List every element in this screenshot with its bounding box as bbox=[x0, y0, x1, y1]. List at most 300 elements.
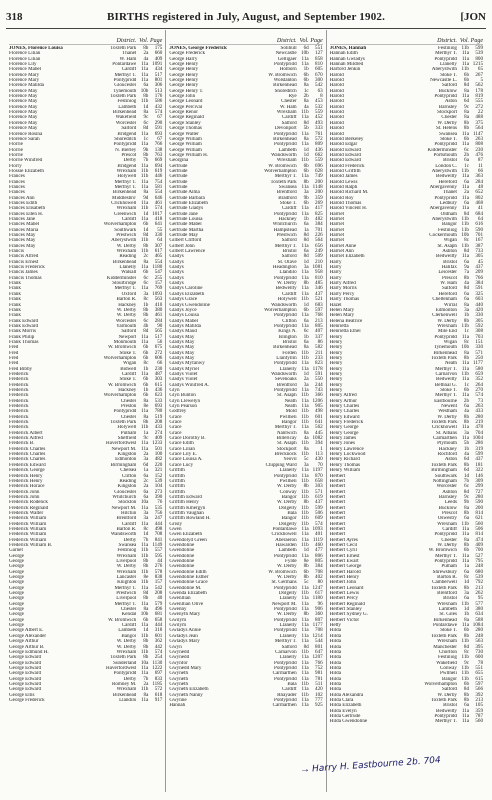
entry-page: 509 bbox=[315, 253, 323, 260]
entry-name: Glyn bbox=[169, 388, 180, 393]
entry-district: Pontypridd bbox=[113, 142, 137, 148]
entry-page: 590 bbox=[475, 226, 483, 233]
entry-district: Pontypridd bbox=[274, 617, 297, 623]
entry-name: Henry James bbox=[329, 436, 357, 442]
entry-volume: 9b bbox=[463, 499, 469, 506]
entry-name: George Edward bbox=[9, 676, 42, 682]
entry-district: Ledbury bbox=[439, 200, 457, 206]
entry-page: 560 bbox=[475, 520, 483, 527]
entry-volume: 11b bbox=[140, 552, 149, 559]
entry-district: Bidwell bbox=[120, 366, 137, 372]
entry-district: Wrexham bbox=[276, 110, 297, 116]
entry-district: W. Derby bbox=[437, 692, 457, 698]
entry-name: Hannah Gwladys bbox=[329, 56, 365, 62]
entry-volume: 11a bbox=[141, 264, 149, 271]
entry-name: George bbox=[9, 596, 24, 602]
entry-district: Llandilo bbox=[279, 270, 297, 276]
entry-district: Merthyr T. bbox=[114, 585, 137, 591]
entry-name: Harold James bbox=[329, 174, 358, 180]
entry-name: Florrie Winifred bbox=[9, 158, 43, 164]
entry-page: 539 bbox=[475, 50, 483, 57]
entry-page: 474 bbox=[475, 536, 483, 543]
entry-name: Hilda bbox=[329, 671, 341, 677]
entry-page: 800 bbox=[475, 55, 483, 62]
entry-district: W. Derby bbox=[277, 281, 297, 287]
entry-district: Bangor bbox=[121, 633, 137, 639]
entry-page: 309 bbox=[475, 477, 483, 484]
entry-volume: 11a bbox=[141, 696, 149, 703]
entry-district: Camberwell bbox=[432, 580, 457, 586]
entry-page: 440 bbox=[475, 301, 483, 308]
entry-page: 437 bbox=[475, 264, 483, 271]
entry-district: Barnsley bbox=[438, 104, 457, 110]
entry-name: George Stanley bbox=[169, 120, 201, 126]
entry-page: 572 bbox=[315, 135, 323, 142]
entry-name: Harry Morris bbox=[329, 286, 357, 292]
entry-page: 305 bbox=[475, 317, 483, 324]
entry-volume: 11a bbox=[301, 205, 309, 212]
entry-name: Florence May bbox=[9, 110, 38, 116]
entry-page: 276 bbox=[154, 563, 163, 570]
entry-page: 906 bbox=[315, 606, 323, 613]
entry-page: 230 bbox=[475, 146, 483, 153]
entry-page: 580 bbox=[475, 365, 483, 372]
entry-name: Florence May bbox=[9, 126, 38, 132]
entry-name: Harriet bbox=[329, 238, 345, 244]
entry-volume: 11a bbox=[301, 269, 309, 276]
entry-volume: 11a bbox=[301, 696, 309, 703]
entry-name: Grace bbox=[169, 414, 182, 420]
entry-page: 213 bbox=[475, 584, 483, 591]
entry-volume: 11a bbox=[461, 183, 469, 190]
entry-district: Wigan bbox=[443, 238, 457, 244]
entry-page: 810 bbox=[315, 274, 323, 281]
entry-district: Bethnal G. bbox=[434, 382, 457, 388]
entry-district: Wandsworth bbox=[271, 371, 297, 377]
entry-district: W. Derby bbox=[437, 542, 457, 548]
entry-name: Harold bbox=[329, 115, 344, 121]
entry-district: Thanet bbox=[442, 190, 457, 196]
entry-district: Carnarvon bbox=[275, 649, 297, 655]
entry-name: Gertrude bbox=[169, 168, 188, 174]
entry-name: George bbox=[9, 553, 24, 559]
entry-page: 641 bbox=[154, 221, 163, 228]
entry-page: 823 bbox=[315, 360, 323, 367]
entry-district: Salford bbox=[281, 120, 297, 126]
entry-page: 559 bbox=[315, 109, 323, 116]
entry-volume: 11a bbox=[141, 370, 149, 377]
entry-volume: 8b bbox=[463, 125, 469, 132]
entry-name: Frederick bbox=[9, 404, 29, 410]
entry-page: 658 bbox=[154, 616, 163, 623]
entry-page: 1222 bbox=[152, 664, 163, 671]
entry-district: Pulham bbox=[441, 564, 457, 570]
entry-volume: 11a bbox=[301, 472, 309, 479]
entry-district: Bedwellty bbox=[275, 286, 297, 292]
page-heading: Page bbox=[150, 38, 163, 44]
entry-volume: 6d bbox=[143, 461, 149, 468]
entry-page: 452 bbox=[315, 114, 323, 121]
entry-volume: 11a bbox=[461, 531, 469, 538]
entry-district: Barton R. bbox=[116, 526, 137, 532]
entry-page: 67 bbox=[157, 114, 163, 121]
entry-district: Reading bbox=[119, 478, 137, 484]
entry-district: Knighton bbox=[117, 580, 137, 586]
entry-name: Frank bbox=[9, 281, 21, 287]
entry-district: W. Bromwich bbox=[107, 382, 137, 388]
entry-page: 809 bbox=[315, 141, 323, 148]
entry-name: Georgina bbox=[169, 158, 189, 164]
entry-page: 233 bbox=[315, 354, 323, 361]
entry-volume: 6a bbox=[464, 568, 469, 575]
entry-volume: 11b bbox=[140, 98, 149, 105]
entry-page: 641 bbox=[315, 419, 323, 426]
entry-volume: 8b bbox=[143, 151, 149, 158]
entry-district: Salford bbox=[441, 83, 457, 89]
entry-district: Swansea bbox=[439, 131, 457, 137]
entry-district: Aberaeron bbox=[275, 537, 297, 543]
entry-name: Henry bbox=[329, 371, 343, 377]
entry-district: Lambeth bbox=[278, 548, 297, 554]
entry-name: Gwendoline Edith bbox=[169, 569, 207, 575]
entry-name: Herbert bbox=[329, 526, 346, 532]
entry-volume: 11b bbox=[461, 370, 469, 377]
entry-name: Gilbert Clifford bbox=[169, 238, 202, 244]
entry-volume: 9b bbox=[303, 194, 309, 201]
entry-district: Llanelly bbox=[279, 623, 297, 629]
entry-district: Haverfordwest bbox=[106, 665, 137, 671]
entry-name: Griffith bbox=[169, 473, 185, 479]
entry-page: 601 bbox=[154, 632, 163, 639]
entry-volume: 11a bbox=[301, 183, 309, 190]
entry-district: Oswestry bbox=[437, 516, 457, 522]
entry-volume: 11b bbox=[301, 419, 309, 426]
entry-name: Frances bbox=[9, 174, 25, 180]
entry-page: 417 bbox=[315, 205, 323, 212]
entry-name: Gwladys Jean bbox=[169, 633, 198, 639]
entry-name: Gertrude May bbox=[169, 233, 199, 239]
entry-name: Harold bbox=[329, 99, 344, 105]
entry-name: Gwynedd bbox=[169, 655, 190, 661]
entry-district: Hereford bbox=[438, 291, 457, 297]
entry-page: 559 bbox=[315, 157, 323, 164]
entry-page: 263 bbox=[475, 403, 483, 410]
entry-name: Gladys Violet bbox=[169, 377, 198, 383]
entry-page: 263 bbox=[475, 135, 483, 142]
entry-volume: 8b bbox=[143, 312, 149, 319]
entry-page: 493 bbox=[315, 119, 323, 126]
entry-page: 704 bbox=[475, 429, 483, 436]
entry-name: Henrietta bbox=[329, 323, 349, 329]
entry-page: 219 bbox=[475, 419, 483, 426]
entry-page: 592 bbox=[475, 322, 483, 329]
entry-page: 181 bbox=[475, 461, 483, 468]
entry-district: St. Asaph bbox=[277, 441, 297, 447]
entry-volume: 8d bbox=[143, 328, 149, 335]
entry-district: Monmouth bbox=[113, 339, 137, 345]
entry-district: Stockton bbox=[118, 500, 137, 506]
entry-district: Lancaster bbox=[116, 575, 137, 581]
entry-volume: 11a bbox=[461, 360, 469, 367]
entry-name: Gwenny bbox=[169, 607, 187, 613]
entry-volume: 9d bbox=[143, 194, 149, 201]
entry-page: 544 bbox=[315, 638, 323, 645]
entry-page: 76 bbox=[157, 499, 163, 506]
entry-page: 590 bbox=[475, 499, 483, 506]
entry-name: Harold Thomas bbox=[329, 200, 362, 206]
entry-page: 436 bbox=[154, 387, 163, 393]
entry-district: Clifton bbox=[121, 473, 137, 479]
entry-page: 1180 bbox=[312, 595, 323, 602]
entry-page: 808 bbox=[475, 141, 483, 148]
entry-page: 420 bbox=[475, 306, 483, 313]
entry-name: George Edmund H. bbox=[9, 649, 49, 655]
entry-name: Gertrude Elizabeth bbox=[169, 200, 208, 206]
entry-volume: 2a bbox=[143, 483, 149, 490]
entry-volume: 11a bbox=[141, 183, 149, 190]
entry-page: 646 bbox=[154, 194, 163, 201]
entry-volume: 6a bbox=[464, 515, 469, 522]
entry-volume: 1b bbox=[463, 445, 469, 452]
entry-volume: 11a bbox=[141, 77, 149, 84]
entry-district: Holywell bbox=[117, 174, 137, 180]
entry-district: Shoreditch bbox=[114, 136, 137, 142]
entry-volume: 8a bbox=[303, 429, 309, 436]
entry-page: 555 bbox=[475, 98, 483, 105]
entry-district: Derby bbox=[123, 158, 137, 164]
entry-page: 792 bbox=[475, 579, 483, 586]
entry-district: Cardiff bbox=[282, 206, 297, 212]
entry-page: 1082 bbox=[312, 435, 323, 442]
entry-district: Merthyr T. bbox=[274, 425, 297, 431]
entry-name: George Alexander bbox=[9, 633, 47, 639]
entry-name: Grace Lily E. bbox=[169, 452, 197, 458]
entry-volume: 11b bbox=[301, 440, 309, 447]
entry-name: George Edward bbox=[9, 681, 42, 687]
entry-name: Frederick William bbox=[9, 532, 47, 538]
entry-page: 599 bbox=[315, 504, 323, 511]
entry-page: 551 bbox=[315, 45, 323, 51]
entry-volume: 11a bbox=[141, 670, 149, 677]
entry-page: 303 bbox=[315, 483, 323, 490]
entry-name: Frederick bbox=[9, 382, 29, 388]
entry-district: Nantwich bbox=[276, 430, 297, 436]
entry-name: Frank Morris bbox=[9, 329, 37, 335]
entry-district: Salford bbox=[281, 644, 297, 650]
entry-district: Devonport bbox=[274, 126, 297, 132]
entry-volume: 8e bbox=[143, 403, 149, 410]
entry-page: 442 bbox=[154, 643, 163, 650]
entry-district: Pontypridd bbox=[274, 131, 297, 137]
entry-page: 300 bbox=[315, 77, 323, 84]
entry-district: Merthyr T. bbox=[435, 51, 457, 57]
entry-volume: 11b bbox=[301, 451, 309, 458]
entry-district: Wolverhampton bbox=[263, 307, 297, 313]
entry-district: Tynemouth bbox=[113, 88, 137, 94]
entry-volume: 11b bbox=[301, 349, 309, 356]
entry-name: Gwenda Elizabeth bbox=[169, 591, 207, 597]
entry-name: Harriet Ann bbox=[329, 249, 354, 255]
entry-district: Merthyr T. bbox=[114, 72, 137, 78]
entry-district: Kendal bbox=[121, 612, 137, 618]
entry-volume: 2c bbox=[143, 253, 149, 260]
entry-name: Griffith Kmergyn bbox=[169, 505, 206, 511]
entry-volume: 11a bbox=[461, 435, 469, 442]
entry-name: Harriet Anne bbox=[329, 243, 357, 249]
entry-page: 617 bbox=[315, 590, 323, 597]
entry-district: Carmarthen bbox=[272, 703, 297, 709]
entry-volume: 1d bbox=[143, 531, 149, 538]
entry-volume: 8a bbox=[464, 87, 469, 94]
entry-name: Francis Thomas bbox=[9, 275, 42, 281]
entry-district: Bristol bbox=[443, 596, 457, 602]
entry-name: George Harry bbox=[169, 56, 198, 62]
entry-volume: 1b bbox=[143, 387, 149, 393]
entry-name: Henry Charles bbox=[329, 409, 360, 415]
entry-page: 532 bbox=[315, 103, 323, 110]
entry-district: Stoke T. bbox=[440, 72, 457, 78]
entry-page: 40 bbox=[157, 595, 163, 602]
entry-page: 307 bbox=[154, 242, 163, 249]
entry-page: 200 bbox=[315, 189, 323, 196]
entry-volume: 11b bbox=[140, 547, 149, 554]
entry-page: 290 bbox=[154, 119, 163, 126]
entry-district: Rochford bbox=[437, 452, 457, 458]
entry-district: Llanelly bbox=[279, 655, 297, 661]
entry-district: Pontypridd bbox=[274, 585, 297, 591]
entry-page: 488 bbox=[475, 114, 483, 121]
entry-volume: 6b bbox=[303, 568, 309, 575]
entry-name: Hilda bbox=[329, 665, 341, 671]
entry-name: Grace bbox=[169, 420, 182, 426]
entry-name: Gertrude Barbara bbox=[169, 195, 205, 201]
entry-volume: 1b bbox=[303, 66, 309, 73]
entry-name: Helen Mary bbox=[329, 313, 355, 319]
entry-district: Sheffield bbox=[117, 436, 137, 442]
entry-name: Hilda Alexandra bbox=[329, 692, 364, 698]
entry-volume: 8d bbox=[463, 285, 469, 292]
entry-name: George bbox=[9, 575, 24, 581]
entry-volume: 10b bbox=[461, 232, 469, 239]
entry-volume: 8d bbox=[463, 210, 469, 217]
entry-name: Gladys Mabel bbox=[169, 318, 199, 324]
entry-page: 319 bbox=[475, 445, 483, 452]
entry-page: 1180 bbox=[152, 264, 163, 271]
entry-page: 1148 bbox=[312, 183, 323, 190]
entry-district: W. Derby bbox=[437, 318, 457, 324]
entry-name: George Edward bbox=[9, 655, 42, 661]
entry-district: W. Derby bbox=[277, 484, 297, 490]
district-heading: District. bbox=[116, 38, 137, 44]
entry-district: Bangor bbox=[281, 420, 297, 426]
entry-page: 1185 bbox=[152, 680, 163, 687]
entry-page: 346 bbox=[315, 285, 323, 292]
entry-name: Florence Mary bbox=[9, 72, 40, 78]
entry-page: 733 bbox=[475, 248, 483, 255]
entry-district: Hackney bbox=[438, 446, 457, 452]
entry-district: Birkenhead bbox=[112, 190, 137, 196]
entry-name: Harold bbox=[329, 88, 344, 94]
entry-volume: 11a bbox=[301, 531, 309, 538]
entry-district: Salford bbox=[281, 238, 297, 244]
entry-page: 586 bbox=[154, 98, 163, 105]
entry-volume: 11b bbox=[301, 590, 309, 597]
entry-district: Bristol bbox=[443, 259, 457, 265]
entry-name: Frederick Rodenck bbox=[9, 500, 48, 506]
entry-page: 694 bbox=[154, 162, 163, 169]
entry-name: George Henry T. bbox=[169, 88, 204, 94]
entry-volume: 7b bbox=[143, 675, 149, 682]
entry-page: 838 bbox=[154, 574, 163, 581]
entry-district: Bangor bbox=[281, 516, 297, 522]
entry-page: 64 bbox=[477, 216, 483, 222]
entry-volume: 7a bbox=[464, 269, 469, 276]
entry-name: Frank Philip bbox=[9, 334, 35, 340]
entry-page: 8 bbox=[320, 93, 323, 100]
entry-name: Harold bbox=[329, 110, 344, 116]
entry-page: 539 bbox=[154, 477, 163, 484]
entry-volume: 8a bbox=[464, 114, 469, 121]
entry-volume: 2b bbox=[463, 151, 469, 158]
entry-volume: 11a bbox=[301, 242, 309, 249]
entry-name: Frances bbox=[9, 184, 25, 190]
entry-page: 220 bbox=[154, 461, 163, 468]
entry-district: Stoke T. bbox=[440, 628, 457, 634]
entry-name: George John bbox=[169, 94, 196, 100]
entry-name: Frank bbox=[9, 297, 21, 303]
entry-name: Herbert bbox=[329, 473, 346, 479]
entry-district: Bridgend bbox=[117, 163, 137, 169]
entry-page: 781 bbox=[315, 675, 323, 682]
entry-name: George William H. bbox=[169, 152, 209, 158]
entry-volume: 11a bbox=[141, 162, 149, 169]
entry-volume: 9a bbox=[464, 264, 469, 271]
entry-volume: 11a bbox=[301, 638, 309, 645]
entry-district: Carnarvon bbox=[435, 371, 457, 377]
entry-district: W. Derby bbox=[116, 564, 137, 570]
entry-page: 284 bbox=[475, 178, 483, 185]
entry-volume: 11b bbox=[461, 600, 469, 607]
entry-page: 669 bbox=[154, 157, 163, 164]
entry-name: Griffith Vaughan bbox=[169, 510, 204, 516]
entry-volume: 8b bbox=[463, 354, 469, 361]
entry-district: Prescot bbox=[441, 275, 457, 281]
entry-page: 1 bbox=[320, 445, 323, 452]
entry-name: Herbert Ewart bbox=[329, 559, 359, 564]
entry-district: Hampstead bbox=[273, 227, 297, 233]
entry-district: Merthyr T. bbox=[114, 286, 137, 292]
entry-name: George bbox=[9, 564, 24, 570]
entry-district: St. Helens bbox=[436, 126, 457, 132]
entry-name: Henry bbox=[329, 366, 343, 372]
entry-name: Florence May bbox=[9, 99, 38, 105]
entry-district: Prestwich bbox=[116, 233, 137, 239]
entry-page: 787 bbox=[475, 712, 483, 719]
entry-name: Herbert Reginald bbox=[329, 601, 365, 607]
entry-name: Hilda Elizabeth bbox=[329, 703, 362, 709]
entry-name: Gladys Gwendoline bbox=[169, 302, 210, 308]
entry-page: 701 bbox=[475, 232, 483, 239]
entry-name: Frances Elisabeth bbox=[9, 206, 46, 212]
register-column bbox=[327, 30, 486, 792]
entry-page: 806 bbox=[315, 552, 323, 559]
entry-page: 1004 bbox=[472, 435, 483, 442]
entry-volume: 11a bbox=[301, 141, 309, 148]
entry-volume: 8a bbox=[464, 109, 469, 116]
entry-page: 1247 bbox=[312, 584, 323, 591]
entry-volume: 11a bbox=[141, 71, 149, 78]
entry-district: Pulham bbox=[120, 430, 137, 436]
